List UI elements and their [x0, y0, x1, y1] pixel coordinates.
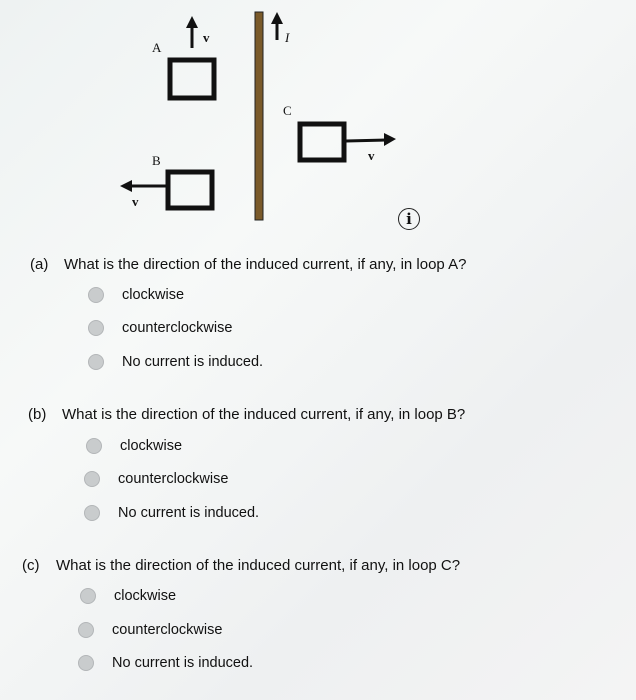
radio-button[interactable]: [86, 438, 102, 454]
option-label: counterclockwise: [118, 471, 229, 487]
loop-b: [168, 172, 212, 208]
radio-button[interactable]: [88, 354, 104, 370]
loop-b-velocity-label: v⃗: [132, 194, 149, 209]
loop-c: [300, 124, 344, 160]
question-a-option-clockwise[interactable]: [88, 287, 184, 303]
option-label: clockwise: [114, 588, 177, 604]
question-b-option-clockwise[interactable]: [86, 438, 182, 454]
radio-button[interactable]: [88, 287, 104, 303]
loop-c-velocity-arrow: [346, 140, 386, 141]
question-a: [30, 256, 466, 273]
question-c: [22, 557, 460, 574]
option-label: clockwise: [120, 438, 183, 454]
question-b-text: What is the direction of the induced current, if any, in loop B?: [62, 406, 466, 423]
question-b-option-counterclockwise[interactable]: [84, 471, 228, 487]
question-a-text: What is the direction of the induced current, if any, in loop A?: [64, 256, 467, 273]
question-c-option-clockwise[interactable]: [80, 588, 176, 604]
radio-button[interactable]: [88, 320, 104, 336]
question-b-option-no-current[interactable]: [84, 505, 259, 521]
loop-a: [170, 60, 214, 98]
info-icon-glyph: i: [406, 210, 412, 228]
question-c-option-no-current[interactable]: [78, 655, 253, 671]
question-a-label: (a): [30, 256, 49, 273]
question-c-text: What is the direction of the induced current, if any, in loop C?: [56, 557, 461, 574]
loop-c-label: C: [283, 103, 292, 118]
question-a-option-counterclockwise[interactable]: [88, 320, 232, 336]
question-c-label: (c): [22, 557, 40, 574]
option-label: No current is induced.: [122, 354, 264, 370]
loop-c-velocity-label: v⃗: [368, 148, 385, 163]
loop-a-velocity-label: v⃗: [203, 30, 220, 45]
question-b: [28, 406, 465, 423]
info-icon[interactable]: [398, 208, 420, 230]
question-c-option-counterclockwise[interactable]: [78, 622, 222, 638]
radio-button[interactable]: [78, 622, 94, 638]
current-wire: [255, 12, 263, 220]
loop-b-label: B: [152, 153, 161, 168]
option-label: clockwise: [122, 287, 185, 303]
option-label: counterclockwise: [122, 320, 233, 336]
radio-button[interactable]: [84, 505, 100, 521]
option-label: counterclockwise: [112, 622, 223, 638]
radio-button[interactable]: [84, 471, 100, 487]
question-b-label: (b): [28, 406, 47, 423]
loop-a-label: A: [152, 40, 162, 55]
current-label: I: [285, 30, 290, 45]
option-label: No current is induced.: [112, 655, 254, 671]
question-a-option-no-current[interactable]: [88, 354, 263, 370]
physics-figure: [0, 0, 636, 240]
radio-button[interactable]: [80, 588, 96, 604]
radio-button[interactable]: [78, 655, 94, 671]
option-label: No current is induced.: [118, 505, 260, 521]
